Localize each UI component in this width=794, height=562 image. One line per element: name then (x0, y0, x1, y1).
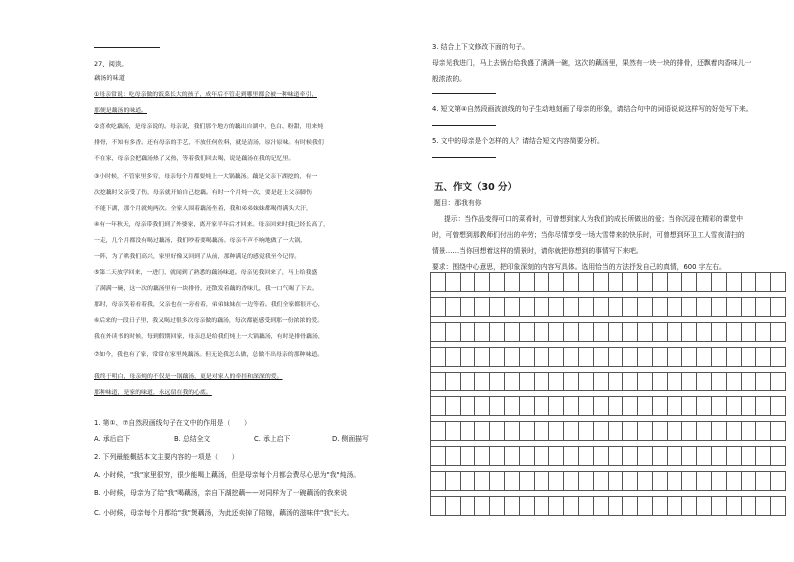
grid-cell[interactable] (564, 297, 579, 317)
q1-option-b[interactable]: B. 总结全文 (174, 435, 211, 443)
grid-cell[interactable] (446, 322, 461, 342)
grid-cell[interactable] (446, 421, 461, 441)
grid-cell[interactable] (490, 471, 505, 491)
grid-cell[interactable] (520, 446, 535, 466)
grid-cell[interactable] (549, 421, 564, 441)
grid-cell[interactable] (535, 396, 550, 416)
grid-cell[interactable] (682, 471, 697, 491)
grid-cell[interactable] (653, 272, 668, 292)
grid-cell[interactable] (609, 297, 624, 317)
grid-cell[interactable] (727, 396, 742, 416)
grid-cell[interactable] (742, 322, 757, 342)
article-line: 那便是藕汤的味道。 (94, 108, 148, 114)
grid-cell[interactable] (668, 272, 683, 292)
grid-cell[interactable] (520, 471, 535, 491)
grid-cell[interactable] (682, 446, 697, 466)
grid-cell[interactable] (623, 421, 638, 441)
grid-cell[interactable] (535, 297, 550, 317)
grid-cell[interactable] (712, 297, 727, 317)
grid-cell[interactable] (579, 471, 594, 491)
grid-cell[interactable] (668, 347, 683, 367)
grid-cell[interactable] (727, 322, 742, 342)
grid-cell[interactable] (697, 471, 712, 491)
grid-cell[interactable] (668, 322, 683, 342)
question-2: 2. 下列最能概括本文主要内容的一项是（ ） (94, 453, 239, 461)
article-line: 了满满一碗，这一次的藕汤里有一块排骨，还散发着藕的香味儿，我一口气喝了下去。 (94, 286, 318, 292)
article-line: 那时，母亲笑着看着我，父亲也在一旁看着，弟弟妹妹在一边等着。我们全家都很开心， (94, 302, 324, 308)
grid-cell[interactable] (579, 372, 594, 392)
grid-cell[interactable] (756, 372, 771, 392)
q2-option-a[interactable]: A. 小时候，"我"家里很穷，很少能喝上藕汤，但是母亲每个月都会费尽心思为"我"炖汤。 (94, 471, 361, 479)
q2-option-b[interactable]: B. 小时候，母亲为了给"我"喝藕汤，亲自下湖挖藕——对同样为了一碗藕汤的我来说 (94, 489, 348, 497)
grid-cell[interactable] (461, 446, 476, 466)
grid-cell[interactable] (638, 421, 653, 441)
question-27-heading: 27、阅读。 (94, 60, 128, 68)
grid-cell[interactable] (461, 322, 476, 342)
grid-cell[interactable] (623, 471, 638, 491)
grid-cell[interactable] (564, 322, 579, 342)
grid-cell[interactable] (431, 297, 446, 317)
grid-cell[interactable] (535, 272, 550, 292)
grid-cell[interactable] (520, 272, 535, 292)
grid-cell[interactable] (609, 471, 624, 491)
grid-cell[interactable] (549, 496, 564, 516)
grid-cell[interactable] (475, 396, 490, 416)
grid-cell[interactable] (579, 347, 594, 367)
grid-cell[interactable] (505, 446, 520, 466)
grid-cell[interactable] (431, 372, 446, 392)
grid-cell[interactable] (682, 322, 697, 342)
q1-option-c[interactable]: C. 承上启下 (254, 435, 291, 443)
grid-cell[interactable] (623, 272, 638, 292)
grid-cell[interactable] (564, 471, 579, 491)
q1-option-d[interactable]: D. 侧面描写 (332, 435, 369, 443)
grid-cell[interactable] (520, 396, 535, 416)
grid-cell[interactable] (564, 421, 579, 441)
grid-cell[interactable] (771, 471, 786, 491)
grid-cell[interactable] (505, 496, 520, 516)
grid-cell[interactable] (712, 446, 727, 466)
q2-option-c[interactable]: C. 小时候，母亲每个月都给"我"煲藕汤，为此还卖掉了陪嫁，藕汤的滋味伴"我"长大。 (94, 509, 354, 517)
grid-cell[interactable] (682, 421, 697, 441)
grid-cell[interactable] (638, 297, 653, 317)
grid-cell[interactable] (712, 396, 727, 416)
grid-cell[interactable] (653, 322, 668, 342)
grid-cell[interactable] (490, 396, 505, 416)
question-5: 5. 文中的母亲是个怎样的人？请结合短文内容简要分析。 (432, 137, 604, 145)
article-line: 次挖藕时父亲受了伤，母亲就开始自己挖藕。有时一个月炖一次，要是赶上父亲脚伤 (94, 190, 312, 196)
grid-cell[interactable] (668, 297, 683, 317)
grid-cell[interactable] (682, 396, 697, 416)
grid-cell[interactable] (771, 322, 786, 342)
grid-cell[interactable] (653, 446, 668, 466)
grid-cell[interactable] (579, 396, 594, 416)
grid-cell[interactable] (431, 272, 446, 292)
grid-cell[interactable] (756, 272, 771, 292)
grid-cell[interactable] (609, 347, 624, 367)
grid-cell[interactable] (594, 471, 609, 491)
grid-cell[interactable] (535, 471, 550, 491)
grid-cell[interactable] (638, 322, 653, 342)
grid-cell[interactable] (653, 372, 668, 392)
grid-cell[interactable] (697, 496, 712, 516)
grid-cell[interactable] (623, 347, 638, 367)
grid-cell[interactable] (609, 396, 624, 416)
grid-cell[interactable] (697, 297, 712, 317)
grid-cell[interactable] (727, 347, 742, 367)
grid-cell[interactable] (653, 396, 668, 416)
grid-cell[interactable] (712, 471, 727, 491)
grid-cell[interactable] (461, 421, 476, 441)
grid-cell[interactable] (742, 446, 757, 466)
grid-cell[interactable] (653, 471, 668, 491)
grid-cell[interactable] (431, 421, 446, 441)
grid-cell[interactable] (727, 496, 742, 516)
grid-cell[interactable] (712, 347, 727, 367)
grid-cell[interactable] (771, 347, 786, 367)
grid-cell[interactable] (609, 372, 624, 392)
grid-cell[interactable] (756, 471, 771, 491)
grid-cell[interactable] (727, 272, 742, 292)
grid-cell[interactable] (549, 272, 564, 292)
grid-cell[interactable] (549, 347, 564, 367)
grid-cell[interactable] (564, 496, 579, 516)
grid-cell[interactable] (668, 496, 683, 516)
grid-cell[interactable] (446, 496, 461, 516)
q3-sentence: 母亲见我进门，马上去锅台给我盛了满满一碗，这次的藕汤里，果然有一块一块的排骨，还飘着肉香味儿一 (432, 59, 752, 67)
grid-cell[interactable] (682, 297, 697, 317)
grid-cell[interactable] (682, 496, 697, 516)
grid-cell[interactable] (505, 297, 520, 317)
grid-cell[interactable] (505, 272, 520, 292)
article-line: 不能下湖，那个月就炖两次。全家人围着藕汤坐着，我和弟弟妹妹都喝得满头大汗， (94, 206, 312, 212)
grid-cell[interactable] (461, 471, 476, 491)
grid-cell[interactable] (771, 421, 786, 441)
grid-cell[interactable] (535, 421, 550, 441)
question-3: 3. 结合上下文修改下面的句子。 (432, 43, 530, 51)
grid-cell[interactable] (520, 421, 535, 441)
grid-cell[interactable] (638, 471, 653, 491)
grid-cell[interactable] (475, 347, 490, 367)
grid-cell[interactable] (549, 322, 564, 342)
grid-cell[interactable] (609, 272, 624, 292)
grid-cell[interactable] (475, 471, 490, 491)
q3-sentence-cont: 般浓浓的。 (432, 75, 466, 83)
grid-cell[interactable] (697, 446, 712, 466)
article-line: 我终于明白，母亲炖的不仅是一锅藕汤，更是对家人的牵挂和深深的爱。 (94, 374, 283, 380)
grid-cell[interactable] (520, 347, 535, 367)
grid-cell[interactable] (742, 272, 757, 292)
grid-cell[interactable] (742, 347, 757, 367)
article-line: 一走，几个月都没有喝过藕汤，我们吵着要喝藕汤。母亲不声不响地做了一大锅， (94, 238, 307, 244)
grid-cell[interactable] (742, 297, 757, 317)
composition-prompt-cont: 情景……当你回想着这样的情景时，请你就把你想到的事情写下来吧。 (432, 247, 643, 255)
grid-cell[interactable] (727, 297, 742, 317)
article-line: ①母亲常说：吃母亲做的饭菜长大的孩子，成年后不管走到哪里都会被一种味道牵引， (94, 92, 318, 98)
grid-cell[interactable] (742, 372, 757, 392)
grid-cell[interactable] (594, 297, 609, 317)
grid-cell[interactable] (520, 496, 535, 516)
grid-cell[interactable] (461, 396, 476, 416)
question-4: 4. 短文第④自然段画波浪线的句子生动地刻画了母亲的形象，请结合句中的词语说说这样写的好处写下来。 (432, 105, 753, 113)
grid-cell[interactable] (668, 471, 683, 491)
grid-cell[interactable] (609, 421, 624, 441)
grid-cell[interactable] (697, 372, 712, 392)
grid-cell[interactable] (668, 421, 683, 441)
grid-cell[interactable] (756, 322, 771, 342)
grid-cell[interactable] (771, 297, 786, 317)
grid-cell[interactable] (594, 372, 609, 392)
grid-cell[interactable] (579, 496, 594, 516)
grid-cell[interactable] (623, 372, 638, 392)
grid-cell[interactable] (535, 322, 550, 342)
grid-cell[interactable] (579, 322, 594, 342)
article-line: ⑤第二天放学回来，一进门，就闻到了熟悉的藕汤味道。母亲见我回来了，马上给我盛 (94, 270, 318, 276)
article-line: ②喜欢吃藕汤，是母亲说的。母亲说，我们那个地方的藕出自湖中，色白、粉甜，用来炖 (94, 124, 324, 130)
grid-cell[interactable] (579, 421, 594, 441)
grid-cell[interactable] (623, 322, 638, 342)
grid-cell[interactable] (446, 347, 461, 367)
grid-cell[interactable] (490, 372, 505, 392)
grid-cell[interactable] (771, 496, 786, 516)
grid-cell[interactable] (638, 496, 653, 516)
grid-cell[interactable] (549, 471, 564, 491)
grid-cell[interactable] (461, 372, 476, 392)
grid-cell[interactable] (623, 446, 638, 466)
grid-cell[interactable] (609, 322, 624, 342)
grid-cell[interactable] (638, 347, 653, 367)
grid-cell[interactable] (446, 372, 461, 392)
grid-cell[interactable] (668, 372, 683, 392)
composition-requirement: 要求：围绕中心意思，把印象深刻的内容写具体。选用恰当的方法抒发自己的真情，600 字左右。 (432, 263, 726, 271)
grid-cell[interactable] (682, 372, 697, 392)
grid-cell[interactable] (461, 272, 476, 292)
article-line: ⑥后来的一段日子里，我又喝过很多次母亲做的藕汤，每次都能感受到那一份浓浓的爱。 (94, 318, 324, 324)
grid-cell[interactable] (475, 322, 490, 342)
grid-cell[interactable] (697, 421, 712, 441)
grid-cell[interactable] (653, 297, 668, 317)
grid-cell[interactable] (475, 297, 490, 317)
grid-cell[interactable] (653, 347, 668, 367)
grid-cell[interactable] (475, 496, 490, 516)
grid-cell[interactable] (727, 446, 742, 466)
grid-cell[interactable] (564, 272, 579, 292)
grid-cell[interactable] (505, 347, 520, 367)
grid-cell[interactable] (668, 446, 683, 466)
q3-answer-line[interactable] (432, 93, 496, 94)
grid-cell[interactable] (742, 471, 757, 491)
grid-cell[interactable] (446, 471, 461, 491)
grid-cell[interactable] (756, 297, 771, 317)
grid-cell[interactable] (490, 272, 505, 292)
grid-cell[interactable] (594, 446, 609, 466)
grid-cell[interactable] (535, 347, 550, 367)
grid-cell[interactable] (594, 496, 609, 516)
grid-cell[interactable] (756, 396, 771, 416)
grid-cell[interactable] (490, 322, 505, 342)
grid-cell[interactable] (564, 446, 579, 466)
grid-cell[interactable] (697, 322, 712, 342)
grid-cell[interactable] (653, 421, 668, 441)
grid-cell[interactable] (564, 372, 579, 392)
q4-answer-line[interactable] (432, 125, 496, 126)
composition-section-heading: 五、作文（30 分） (434, 182, 518, 193)
article-line: 那种味道，是家的味道，永远留在我的心底。 (94, 390, 212, 396)
grid-cell[interactable] (579, 297, 594, 317)
grid-cell[interactable] (727, 471, 742, 491)
grid-cell[interactable] (771, 272, 786, 292)
grid-cell[interactable] (594, 272, 609, 292)
grid-cell[interactable] (668, 396, 683, 416)
grid-cell[interactable] (594, 347, 609, 367)
grid-cell[interactable] (712, 272, 727, 292)
composition-topic: 题目：那我有你 (434, 199, 482, 207)
article-line: 一阵，为了哄我们高兴，家里好像又回到了从前，那种满足的感觉我至今记得。 (94, 254, 301, 260)
grid-cell[interactable] (505, 421, 520, 441)
q1-option-a[interactable]: A. 承后启下 (94, 435, 131, 443)
grid-cell[interactable] (475, 446, 490, 466)
grid-cell[interactable] (549, 372, 564, 392)
grid-cell[interactable] (609, 446, 624, 466)
grid-cell[interactable] (549, 446, 564, 466)
grid-cell[interactable] (431, 347, 446, 367)
grid-cell[interactable] (520, 322, 535, 342)
grid-cell[interactable] (431, 496, 446, 516)
article-title: 藕汤的味道 (94, 75, 125, 82)
grid-cell[interactable] (771, 372, 786, 392)
grid-cell[interactable] (520, 372, 535, 392)
grid-cell[interactable] (623, 297, 638, 317)
grid-cell[interactable] (742, 396, 757, 416)
composition-prompt: 提示：当作品变得可口的菜肴时，可曾想到家人为我们的成长所做出的爱；当你沉浸在精彩的课堂中 (444, 215, 744, 223)
grid-cell[interactable] (446, 297, 461, 317)
grid-cell[interactable] (446, 396, 461, 416)
grid-cell[interactable] (638, 272, 653, 292)
grid-cell[interactable] (742, 496, 757, 516)
grid-cell[interactable] (549, 396, 564, 416)
writing-grid[interactable] (430, 272, 786, 516)
grid-cell[interactable] (771, 446, 786, 466)
grid-cell[interactable] (505, 471, 520, 491)
grid-cell[interactable] (712, 372, 727, 392)
grid-cell[interactable] (490, 446, 505, 466)
grid-cell[interactable] (623, 396, 638, 416)
grid-cell[interactable] (446, 446, 461, 466)
grid-cell[interactable] (638, 396, 653, 416)
grid-cell[interactable] (742, 421, 757, 441)
grid-cell[interactable] (431, 446, 446, 466)
grid-cell[interactable] (697, 272, 712, 292)
question-1: 1. 第①、⑦自然段画线句子在文中的作用是（ ） (94, 419, 251, 427)
grid-cell[interactable] (475, 421, 490, 441)
grid-cell[interactable] (697, 396, 712, 416)
grid-cell[interactable] (549, 297, 564, 317)
grid-cell[interactable] (653, 496, 668, 516)
grid-cell[interactable] (490, 297, 505, 317)
grid-cell[interactable] (535, 372, 550, 392)
name-blank-line (94, 47, 160, 48)
article-line: ③小时候，不管家里多穷，母亲每个月都要炖上一大锅藕汤。藕是父亲下湖挖的，有一 (94, 174, 318, 180)
article-line: ④有一年秋天，母亲带我们到了外婆家，离开家半年后才回来。母亲回来时我已经长高了， (94, 222, 330, 228)
grid-cell[interactable] (490, 347, 505, 367)
grid-cell[interactable] (609, 496, 624, 516)
grid-cell[interactable] (638, 446, 653, 466)
article-line: ⑦如今，我也有了家，常常在家里炖藕汤。但无论我怎么做，总做不出母亲的那种味道。 (94, 352, 324, 358)
grid-cell[interactable] (712, 496, 727, 516)
article-line: 排骨，不知有多香。还有母亲的手艺，不放任何佐料，就是清汤，原汁原味。有时候我们 (94, 140, 324, 146)
grid-cell[interactable] (490, 421, 505, 441)
grid-cell[interactable] (712, 421, 727, 441)
grid-cell[interactable] (756, 347, 771, 367)
grid-cell[interactable] (475, 372, 490, 392)
grid-cell[interactable] (579, 446, 594, 466)
grid-cell[interactable] (579, 272, 594, 292)
grid-cell[interactable] (638, 372, 653, 392)
grid-cell[interactable] (505, 322, 520, 342)
grid-cell[interactable] (535, 446, 550, 466)
grid-cell[interactable] (461, 347, 476, 367)
grid-cell[interactable] (461, 496, 476, 516)
grid-cell[interactable] (446, 272, 461, 292)
grid-cell[interactable] (490, 496, 505, 516)
grid-cell[interactable] (505, 372, 520, 392)
grid-cell[interactable] (771, 396, 786, 416)
grid-cell[interactable] (756, 421, 771, 441)
grid-cell[interactable] (475, 272, 490, 292)
grid-cell[interactable] (594, 396, 609, 416)
grid-cell[interactable] (431, 322, 446, 342)
grid-cell[interactable] (756, 496, 771, 516)
grid-cell[interactable] (564, 396, 579, 416)
grid-cell[interactable] (727, 372, 742, 392)
grid-cell[interactable] (564, 347, 579, 367)
grid-cell[interactable] (756, 446, 771, 466)
grid-cell[interactable] (727, 421, 742, 441)
grid-cell[interactable] (505, 396, 520, 416)
grid-cell[interactable] (682, 347, 697, 367)
article-line: 不在家，母亲会把藕汤热了又热，等着我们回去喝，说是藕汤在我的记忆里。 (94, 156, 295, 162)
grid-cell[interactable] (461, 297, 476, 317)
grid-cell[interactable] (520, 297, 535, 317)
grid-cell[interactable] (594, 322, 609, 342)
grid-cell[interactable] (697, 347, 712, 367)
grid-cell[interactable] (594, 421, 609, 441)
grid-cell[interactable] (623, 496, 638, 516)
grid-cell[interactable] (712, 322, 727, 342)
grid-cell[interactable] (682, 272, 697, 292)
composition-prompt-cont: 时，可曾想到那教师们付出的辛劳；当你尽情享受一场大雪带来的快乐时，可曾想到环卫工人雪夜清扫的 (432, 231, 745, 239)
grid-cell[interactable] (431, 471, 446, 491)
article-line: 我在外读书的时候，每到假期回家，母亲总是给我们炖上一大锅藕汤，有时是排骨藕汤， (94, 334, 324, 340)
grid-cell[interactable] (535, 496, 550, 516)
grid-cell[interactable] (431, 396, 446, 416)
q5-answer-line[interactable] (432, 157, 496, 158)
